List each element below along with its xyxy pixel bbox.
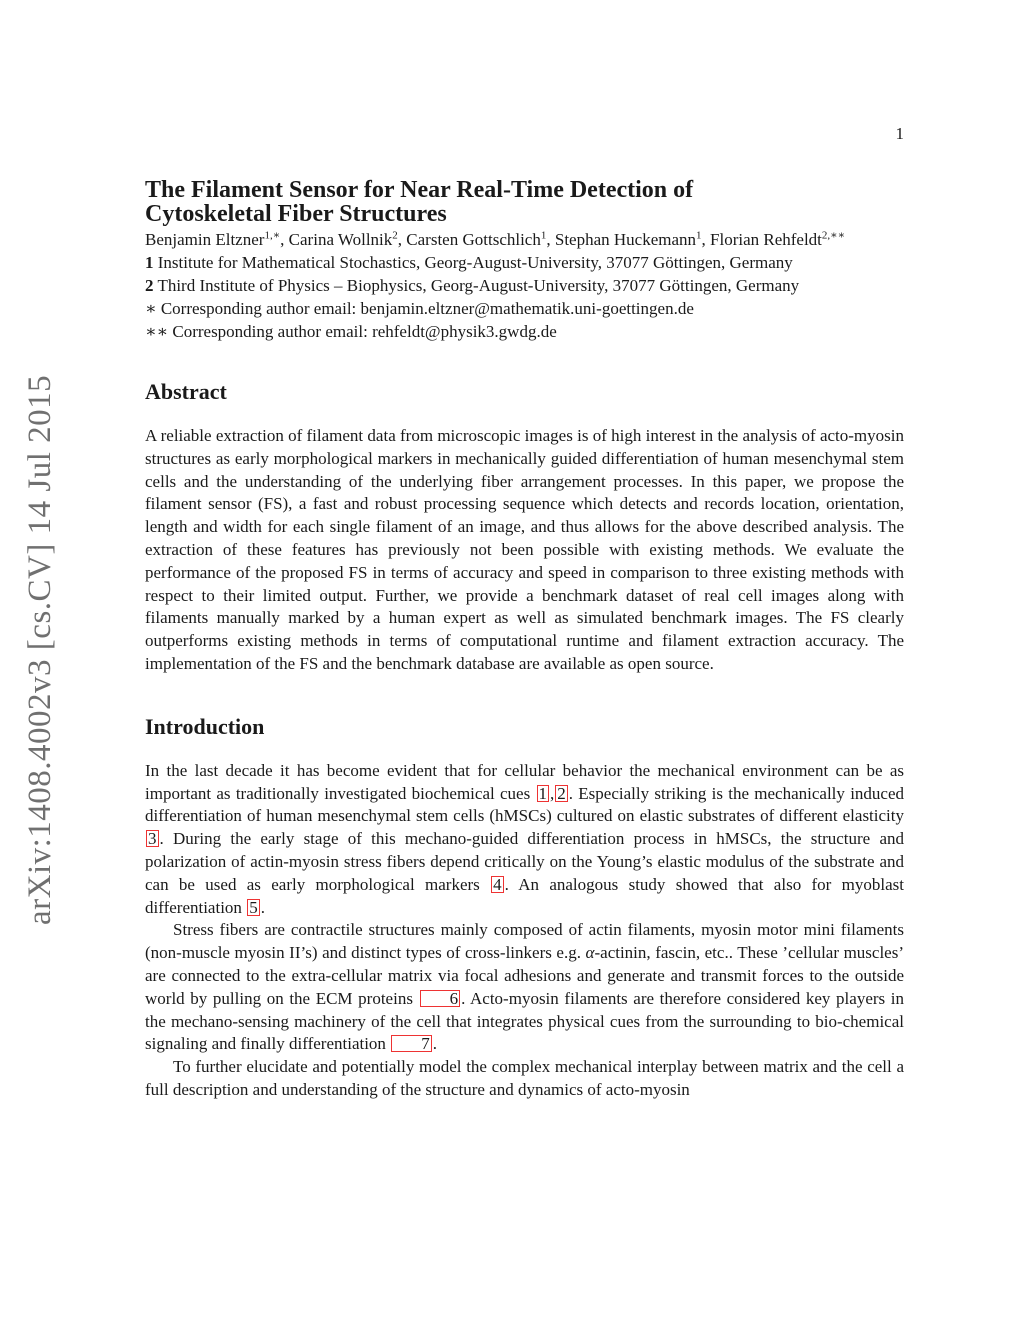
citation-link[interactable]: 7 [391, 1035, 432, 1052]
arxiv-stamp[interactable]: arXiv:1408.4002v3 [cs.CV] 14 Jul 2015 [22, 374, 58, 925]
citation-link[interactable]: 6 [420, 990, 461, 1007]
intro-paragraph-3: To further elucidate and potentially model the complex mechanical interplay between matrix and the cell a full description and understanding of the structure and dynamics of acto-myosin [145, 1057, 904, 1099]
author: Florian Rehfeldt$^{2,∗∗}$ [710, 229, 846, 249]
citation-link[interactable]: 3 [148, 829, 157, 849]
title-line-1: The Filament Sensor for Near Real-Time Detection of [145, 177, 694, 203]
affiliation: 1 Institute for Mathematical Stochastics, Georg-August-University, 37077 Göttingen, Germany [145, 253, 793, 272]
citation-link[interactable]: 1 [538, 783, 547, 803]
title-line-2: Cytoskeletal Fiber Structures [145, 201, 447, 227]
abstract-heading: Abstract [145, 379, 227, 404]
abstract-text: A reliable extraction of filament data from microscopic images is of high interest in the analysis of acto-myosin structures as early morphological markers in mechanically guided differentiation of human mesenchymal stem cells and the understanding of the underlying fiber arrangement processes. In this paper, we propose the filament sensor (FS), a fast and robust processing sequence which detects and records location, orientation, length and width for each single filament of an image, and thus allows for the above described analysis. The extraction of these features has previously not been possible with existing methods. We evaluate the performance of the proposed FS in terms of accuracy and speed in comparison to three existing methods with respect to their limited output. Further, we provide a benchmark dataset of real cell images along with filaments manually marked by a human expert as well as simulated benchmark images. The FS clearly outperforms existing methods in terms of computational runtime and filament extraction accuracy. The implementation of the FS and the benchmark database are available as open source. [145, 426, 904, 673]
page-number: 1 [895, 124, 904, 143]
intro-paragraph-1: In the last decade it has become evident that for cellular behavior the mechanical environment can be as important as traditionally investigated biochemical cues 1 , 2 . Especially striking is the mechanically induced differentiation of human mesenchymal stem cells (hMSCs) cultured on elastic substrates of different elasticity 3 . During the early stage of this mechano-guided differentiation process in hMSCs, the structure and polarization of actin-myosin stress fibers depend critically on the Young’s elastic modulus of the substrate and can be used as early morphological markers 4 . An analogous study showed that also for myoblast differentiation 5 . [145, 760, 905, 917]
citation-link[interactable]: 2 [557, 783, 566, 803]
author: Stephan Huckemann$^1$, [554, 229, 711, 249]
citation-link[interactable]: 5 [249, 897, 258, 917]
correspondence-line: ∗∗ Corresponding author email: rehfeldt@physik3.gwdg.de [145, 322, 557, 341]
citation-link[interactable]: 4 [493, 874, 502, 894]
author-list [145, 228, 904, 251]
affiliation: 2 Third Institute of Physics – Biophysics, Georg-August-University, 37077 Göttingen, Germany [145, 276, 800, 295]
paper-content [145, 178, 904, 1102]
correspondence-line: ∗ Corresponding author email: benjamin.eltzner@mathematik.uni-goettingen.de [145, 299, 694, 318]
introduction-heading: Introduction [145, 713, 265, 739]
author: Carsten Gottschlich$^1$, [406, 229, 555, 249]
author: Benjamin Eltzner$^{1,∗}$, [145, 229, 289, 249]
intro-paragraph-2: Stress fibers are contractile structures mainly composed of actin filaments, myosin motor mini filaments (non-muscle myosin II’s) and distinct types of cross-linkers e.g. α-actinin, fascin, etc.. These ’cellular muscles’ are connected to the extra-cellular matrix via focal adhesions and generate and transmit forces to the outside world by pulling on the ECM proteins 6 . Acto-myosin filaments are therefore considered key players in the mechano-sensing machinery of the cell that integrates physical cues from the surrounding to bio-chemical signaling and finally differentiation 7 . [145, 920, 904, 1054]
paper-title [145, 178, 904, 226]
author: Carina Wollnik$^2$, [288, 229, 407, 249]
